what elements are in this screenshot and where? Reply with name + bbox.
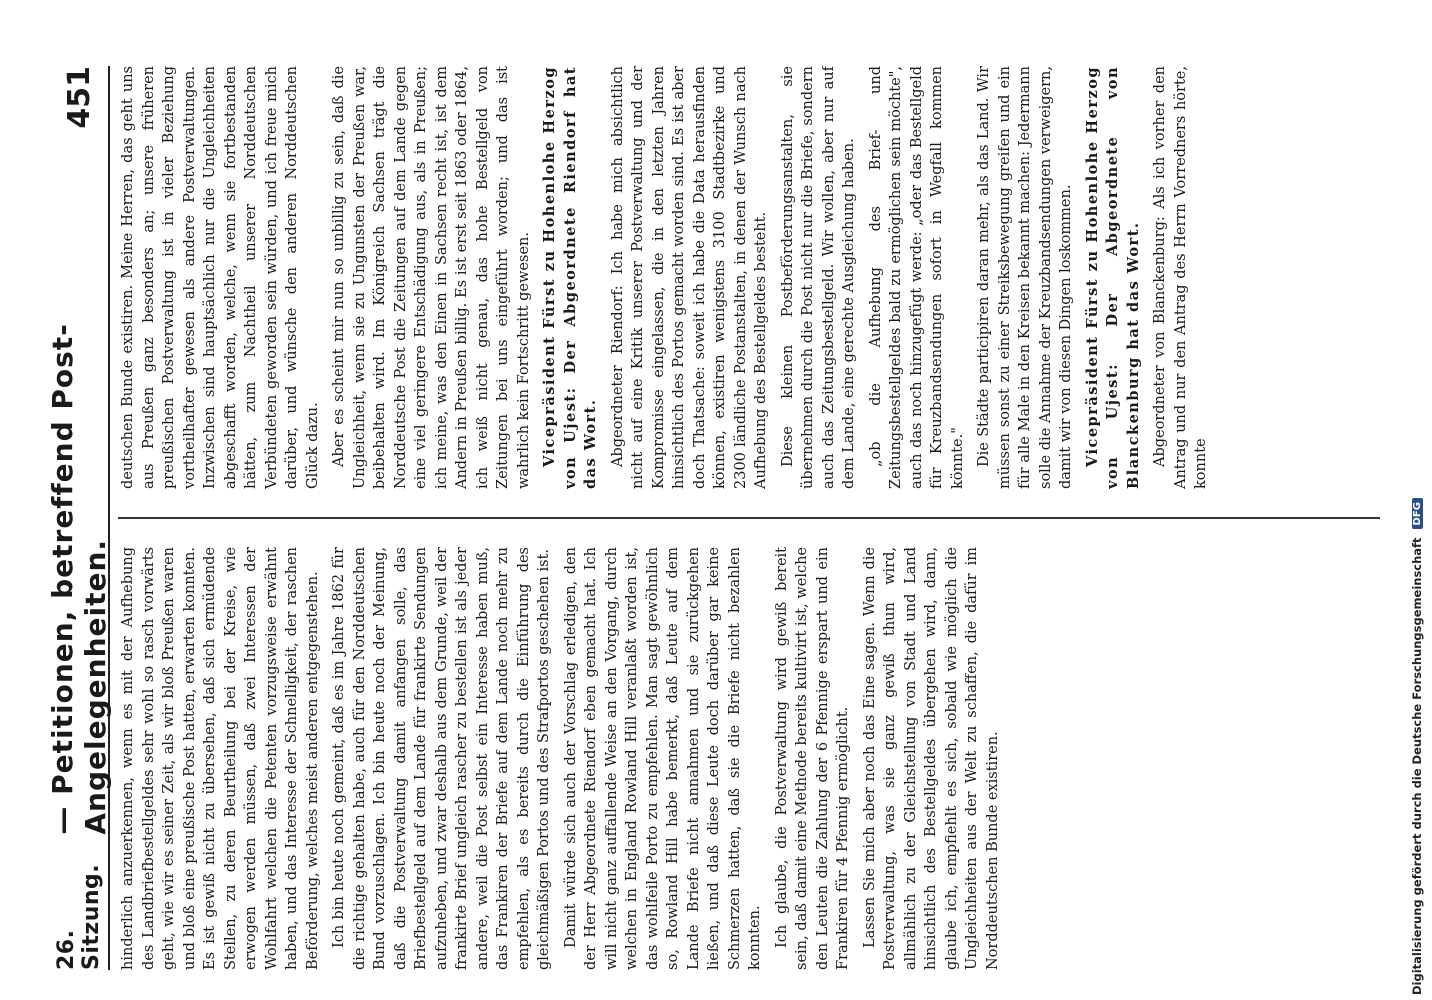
paragraph: Lassen Sie mich aber noch das Eine sagen. Wenn die Postverwaltung, was sie ganz gewiß thun wird, allmählich zu der Gleichstellung von Stadt und Land hinsichtlich des Bestellgeldes übergehen wird, dann, glaube ich, empfiehlt es sich, sobald wie möglich die Ungleichheiten aus der Welt zu schaffen, die dafür im Norddeutschen Bunde existiren. (861, 547, 1001, 970)
credit-text: Digitalisierung gefördert durch die Deutsche Forschungsgemeinschaft (1410, 537, 1424, 995)
paragraph: Aber es scheint mir nun so unbillig zu sein, daß die Ungleichheit, wenn sie zu Ungunsten der Preußen war, beibehalten wird. Im Königreich Sachsen trägt die Norddeutsche Post die Zeitungen auf dem Lande gegen eine viel geringere Entschädigung aus, als in Preußen; ich meine, was den Einen in Sachsen recht ist, ist dem Andern in Preußen billig. Es ist erst seit 1863 oder 1864, ich weiß nicht genau, das hohe Bestellgeld von Zeitungen bei uns eingeführt worden; und das ist wahrlich kein Fortschritt gewesen. (331, 66, 532, 489)
paragraph: Diese kleinen Postbeförderungsanstalten, sie übernehmen durch die Post nicht nur die Briefe, sondern auch das Zeitungsbestellgeld. Wir wollen, aber nur auf dem Lande, eine gerechte Ausgleichung haben. (779, 66, 857, 489)
dfg-logo: DFG (1412, 498, 1423, 529)
column-divider (118, 517, 1380, 519)
quoted-motion: „ob die Aufhebung des Brief- und Zeitungsbestellgeldes bald zu ermöglichen sein möchte", auch das noch hinzugefügt werde: „oder das Bestellgeld für Kreuzbandsendungen sofort in Wegfall kommen könnte." (867, 66, 966, 489)
paragraph: Abgeordneter Riendorf: Ich habe mich absichtlich nicht auf eine Kritik unserer Postverwaltung und der Kompromisse eingelassen, die in den letzten Jahren hinsichtlich des Portos gemacht worden sind. Es ist aber doch Thatsache: soweit ich habe die Data herausfinden können, existiren wenigstens 3100 Stadtbezirke und 2300 ländliche Postanstalten, in denen der Wunsch nach Aufhebung des Bestellgeldes besteht. (609, 66, 769, 489)
paragraph: Ich glaube, die Postverwaltung wird gewiß bereit sein, daß damit eine Methode bereits kultivirt ist, welche den Leuten die Zahlung der 6 Pfennige erspart und ein Frankiren für 4 Pfennig ermöglicht. (773, 547, 851, 970)
paragraph: Abgeordneter von Blanckenburg: Als ich vorher den Antrag und nur den Antrag des Herrn Vorredners hörte, konnte (1152, 66, 1209, 489)
page-title: — Petitionen, betreffend Post-Angelegenheiten. (46, 323, 112, 835)
digitization-credit (1406, 0, 1428, 1000)
paragraph: deutschen Bunde existiren. Meine Herren, das geht uns aus Preußen ganz besonders an; unsere früheren preußischen Postverwaltung ist in vieler Beziehung vortheilhafter gewesen als andere Postverwaltungen. Inzwischen sind hauptsächlich nur die Ungleichheiten abgeschafft worden, welche, wenn sie fortbestanden hätten, zum Nachtheil unserer Norddeutschen Verbündeten geworden sein würden, und ich freue mich darüber, und wünsche den anderen Norddeutschen Glück dazu. (120, 66, 321, 489)
text-columns (118, 66, 1380, 970)
rotated-page-content (46, 58, 1400, 978)
left-column (118, 547, 1380, 970)
right-column (118, 66, 1380, 489)
page-number: 451 (61, 66, 97, 129)
paragraph: hinderlich anzuerkennen, wenn es mit der Aufhebung des Landbriefbestellgeldes sehr wohl so rasch vorwärts geht, wie wir es seiner Zeit, als wir bloß Preußen waren und bloß eine preußische Post hatten, erwarten konnten. Es ist gewiß nicht zu übersehen, daß sich ermüdende Stellen, zu deren Beurtheilung bei der Kreise, wie erwogen werden müssen, daß zwei Interessen der Wohlfahrt welchen die Petenten vorzugsweise erwähnt haben, und das Interesse der Schnelligkeit, der raschen Beförderung, welches meist anderen entgegenstehen. (120, 547, 321, 970)
page-header (46, 66, 112, 970)
paragraph: Damit würde sich auch der Vorschlag erledigen, den der Herr Abgeordnete Riendorf eben gemacht hat. Ich will nicht ganz auffallende Weise an den Vorgang, durch welchen in England Rowland Hill veranlaßt worden ist, das wohlfeile Porto zu empfehlen. Man sagt gewöhnlich so, Rowland Hill habe bemerkt, daß Leute auf dem Lande Briefe nicht annahmen und sie zurückgehen ließen, und daß diese Leute doch darüber gar keine Schmerzen hatten, daß sie die Briefe nicht bezahlen konnten. (562, 547, 763, 970)
paragraph: Die Städte participiren daran mehr, als das Land. Wir müssen sonst zu einer Streiksbewegung greifen und ein für alle Male in den Kreisen bekannt machen: Jedermann solle die Annahme der Kreuzbandsendungen verweigern, damit wir von diesen Dingen loskommen. (976, 66, 1074, 489)
speaker-intro: Vicepräsident Fürst zu Hohenlohe Herzog von Ujest: Der Abgeordnete von Blanckenburg hat das Wort. (1083, 66, 1142, 489)
session-label: 26. Sitzung. (54, 863, 104, 970)
paragraph: Ich bin heute noch gemeint, daß es im Jahre 1862 für die richtige gehalten habe, auch für den Norddeutschen Bund vorzuschlagen. Ich bin heute noch der Meinung, daß die Postverwaltung damit anfangen solle, das Briefbestellgeld auf dem Lande für frankirte Sendungen aufzuheben, und zwar deshalb aus dem Grunde, weil der frankirte Brief ungleich rascher zu bestellen ist als jeder andere, weil die Post selbst ein Interesse haben muß, das Frankiren der Briefe auf dem Lande noch mehr zu empfehlen, als es bereits durch die Einführung des gleichmäßigen Portos und des Strafportos geschehen ist. (331, 547, 552, 970)
speaker-intro: Vicepräsident Fürst zu Hohenlohe Herzog von Ujest: Der Abgeordnete Riendorf hat das Wort. (541, 66, 599, 489)
